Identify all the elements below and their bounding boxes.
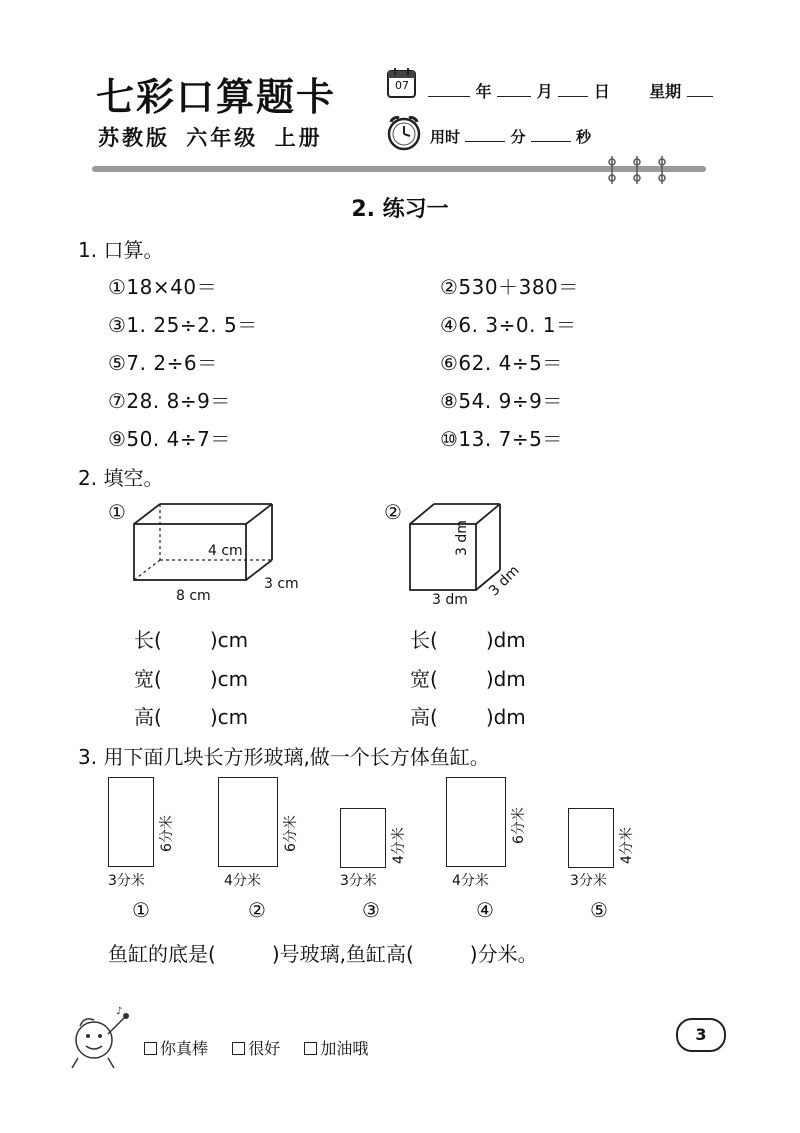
panel1-height-label: 6分米 (159, 815, 175, 852)
option-great[interactable]: 你真棒 (144, 1039, 208, 1058)
alarm-clock-icon (384, 112, 424, 152)
problem-8: ⑧54. 9÷9＝ (440, 389, 563, 413)
panel5-width-label: 3分米 (570, 873, 607, 889)
cuboid-figure-1 (130, 500, 280, 586)
date-fill-line: 年 月 日 星期 (428, 79, 713, 102)
brand-title: 七彩口算题卡 (96, 74, 337, 119)
section3-answer-sentence: 鱼缸的底是( )号玻璃,鱼缸高( )分米。 (108, 942, 538, 966)
lesson-title: 2. 练习一 (351, 197, 449, 222)
panel1-number: ① (132, 898, 150, 922)
panel5-height-label: 4分米 (619, 827, 635, 864)
answer2-width: 宽( )dm (410, 667, 526, 691)
panel3-width-label: 3分米 (340, 873, 377, 889)
answer2-length: 长( )dm (410, 628, 526, 652)
glass-panel-3 (340, 808, 386, 868)
problem-1: ①18×40＝ (108, 275, 218, 299)
section1-title: 1. 口算。 (78, 238, 164, 262)
option-keep-going[interactable]: 加油哦 (304, 1039, 368, 1058)
panel2-number: ② (248, 898, 266, 922)
glass-panel-1 (108, 777, 154, 867)
figure2-height-label: 3 dm (454, 520, 470, 556)
page-number: 3 (676, 1018, 726, 1052)
mascot-icon (68, 1004, 138, 1072)
section2-title: 2. 填空。 (78, 466, 164, 490)
problem-3: ③1. 25÷2. 5＝ (108, 313, 258, 337)
panel4-width-label: 4分米 (452, 873, 489, 889)
panel4-height-label: 6分米 (511, 807, 527, 844)
figure1-marker: ① (108, 500, 126, 524)
panel1-width-label: 3分米 (108, 873, 145, 889)
answer1-length: 长( )cm (134, 628, 249, 652)
answer2-height: 高( )dm (410, 705, 526, 729)
panel2-height-label: 6分米 (283, 815, 299, 852)
problem-7: ⑦28. 8÷9＝ (108, 389, 231, 413)
answer1-height: 高( )cm (134, 705, 249, 729)
figure2-width-label: 3 dm (486, 562, 523, 600)
calendar-day: 07 (395, 79, 409, 92)
problem-4: ④6. 3÷0. 1＝ (440, 313, 577, 337)
section3-title: 3. 用下面几块长方形玻璃,做一个长方体鱼缸。 (78, 745, 490, 769)
glass-panel-5 (568, 808, 614, 868)
answer1-width: 宽( )cm (134, 667, 249, 691)
panel3-height-label: 4分米 (391, 827, 407, 864)
problem-6: ⑥62. 4÷5＝ (440, 351, 563, 375)
header-divider (92, 156, 708, 186)
figure2-marker: ② (384, 500, 402, 524)
problem-9: ⑨50. 4÷7＝ (108, 427, 231, 451)
figure2-length-label: 3 dm (432, 592, 468, 608)
figure1-height-label: 4 cm (208, 543, 243, 559)
glass-panel-4 (446, 777, 506, 867)
figure1-length-label: 8 cm (176, 588, 211, 604)
panel5-number: ⑤ (590, 898, 608, 922)
panel2-width-label: 4分米 (224, 873, 261, 889)
panel3-number: ③ (362, 898, 380, 922)
evaluation-options (144, 1036, 368, 1059)
time-used-line: 用时 分 秒 (430, 128, 591, 146)
figure1-width-label: 3 cm (264, 576, 299, 592)
panel4-number: ④ (476, 898, 494, 922)
glass-panel-2 (218, 777, 278, 867)
svg-text:♪: ♪ (116, 1006, 123, 1017)
checkbox-icon (304, 1042, 317, 1055)
checkbox-icon (232, 1042, 245, 1055)
option-good[interactable]: 很好 (232, 1039, 280, 1058)
checkbox-icon (144, 1042, 157, 1055)
problem-2: ②530＋380＝ (440, 275, 579, 299)
edition-label: 苏教版 六年级 上册 (98, 126, 323, 150)
problem-5: ⑤7. 2÷6＝ (108, 351, 218, 375)
problem-10: ⑩13. 7÷5＝ (440, 427, 563, 451)
